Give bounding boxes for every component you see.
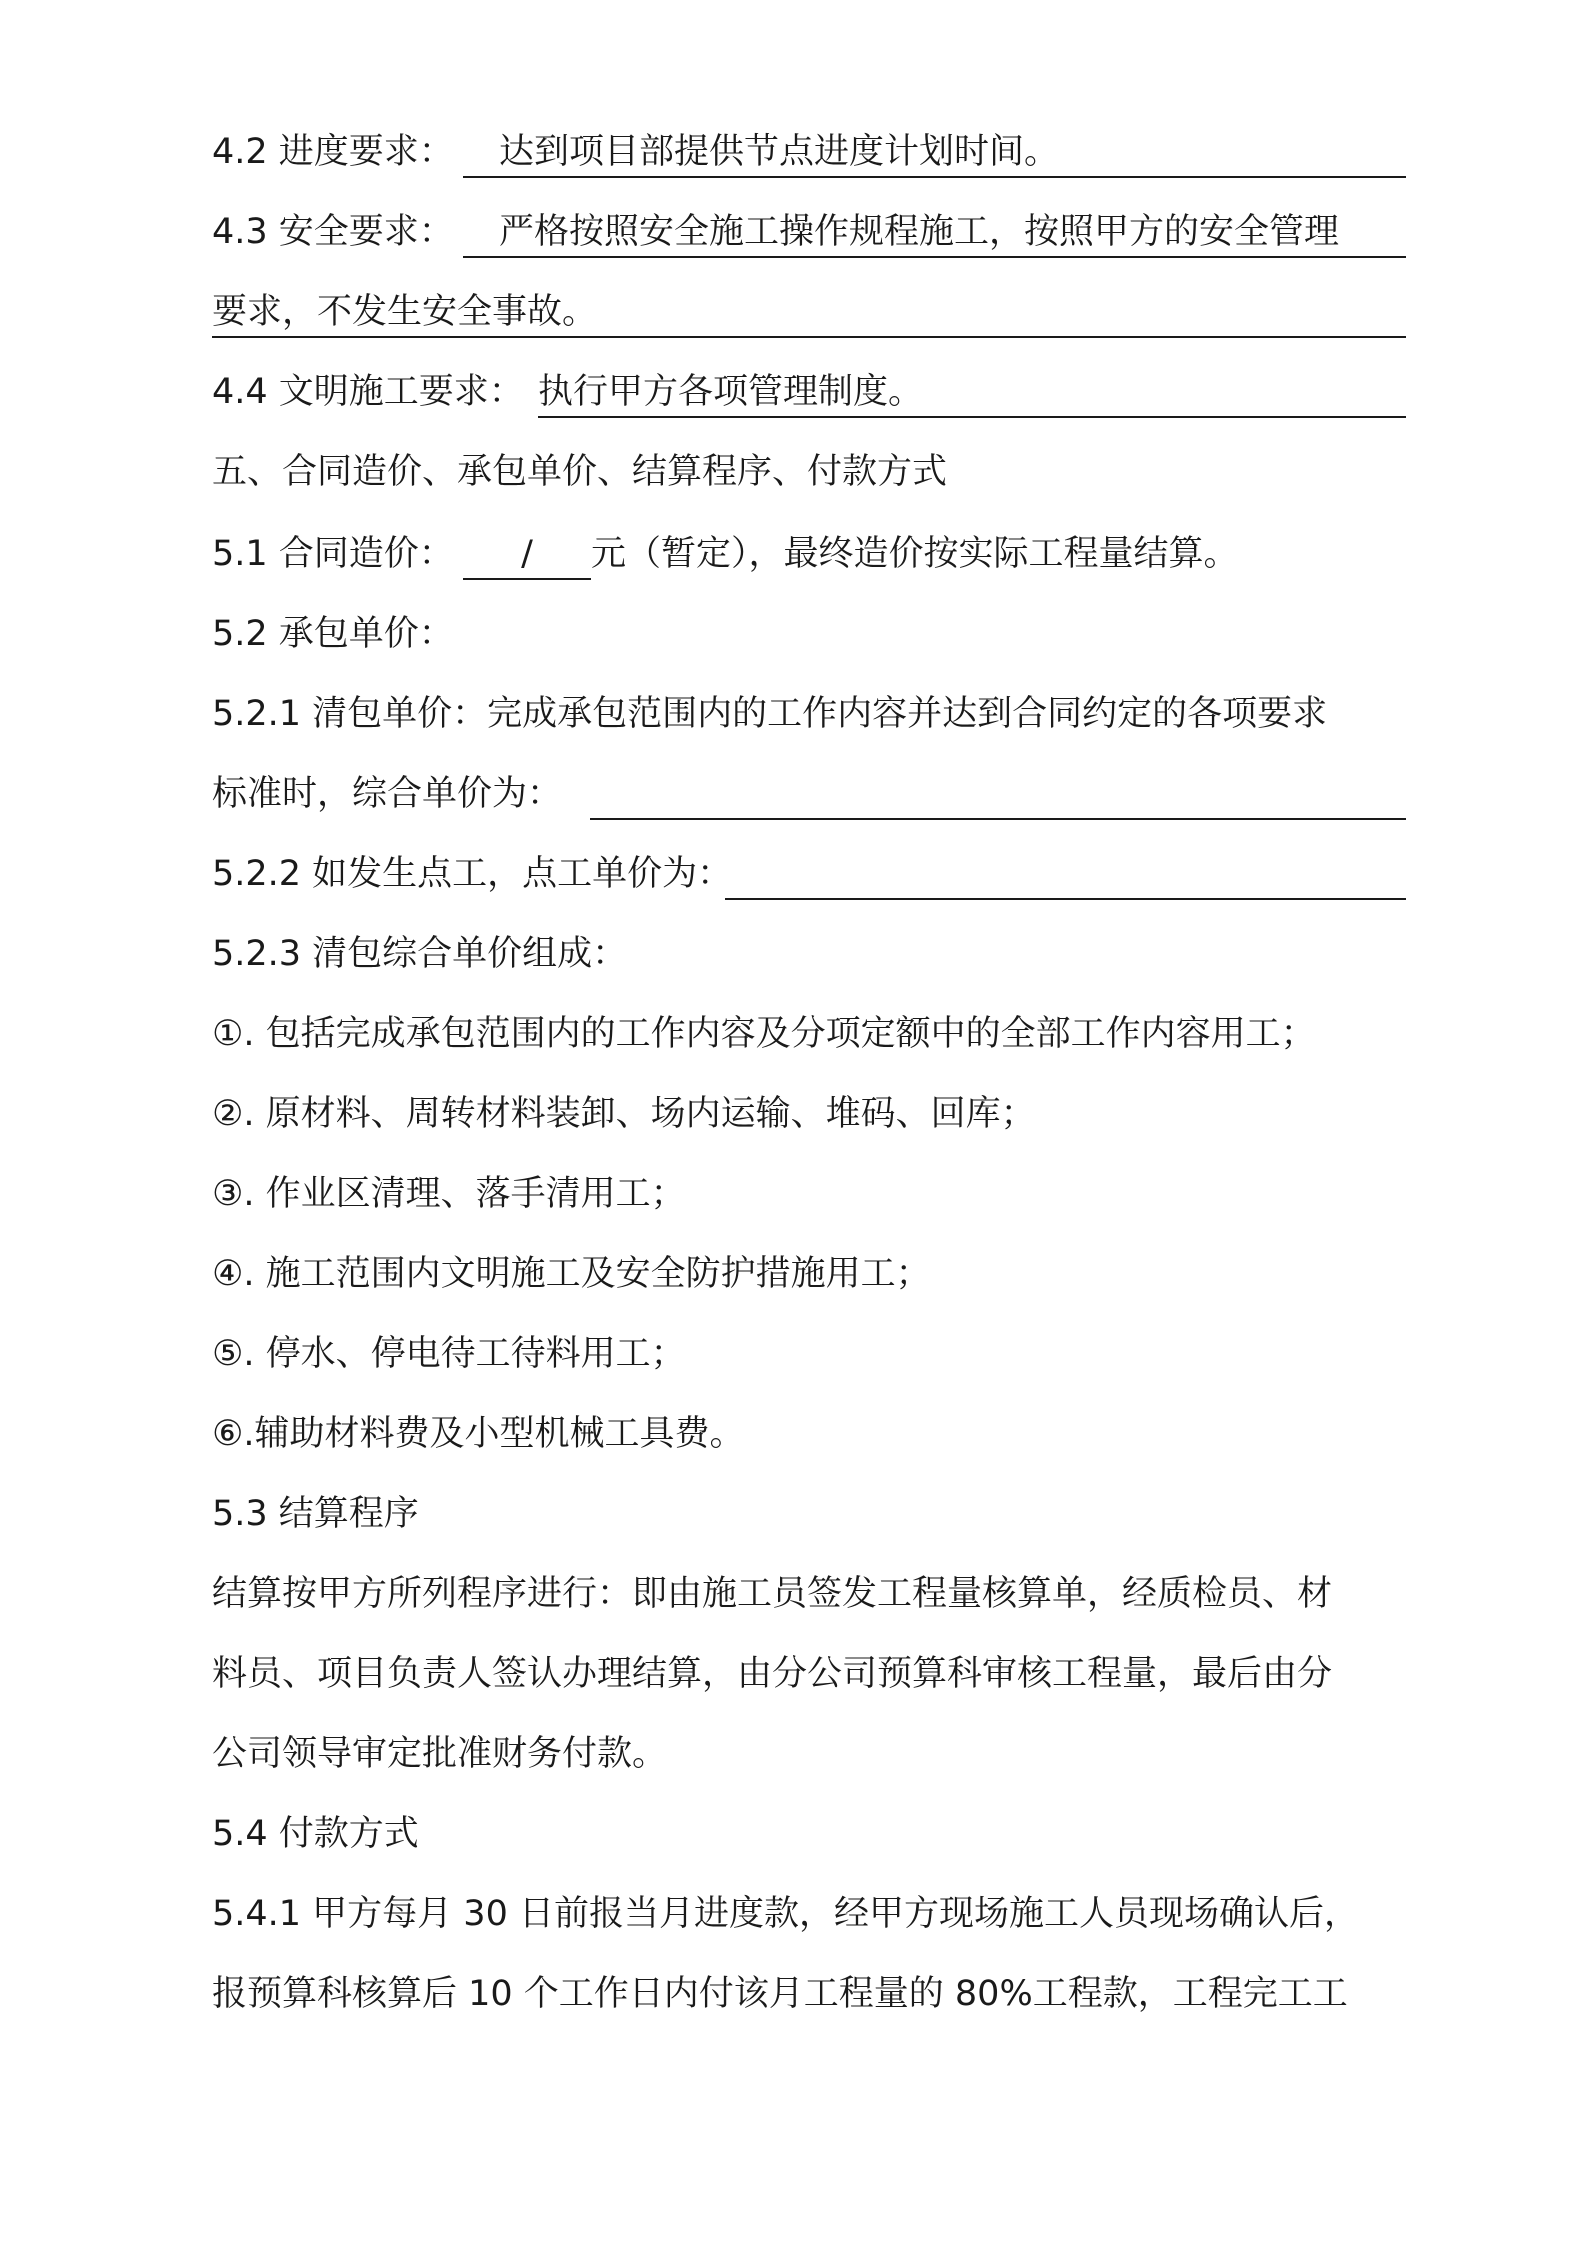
s5-2-heading: 5.2 承包单价： xyxy=(212,614,454,654)
s4-4-value: 执行甲方各项管理制度。 xyxy=(538,368,1406,418)
list-item: ④. 施工范围内文明施工及安全防护措施用工； xyxy=(212,1254,931,1294)
s4-3-value xyxy=(463,208,1406,258)
s5-1-value: / xyxy=(463,530,591,580)
s4-4-label: 4.4 文明施工要求： xyxy=(212,372,524,412)
s5-4-1-paragraph-line: 5.4.1 甲方每月 30 日前报当月进度款，经甲方现场施工人员现场确认后， xyxy=(212,1894,1359,1934)
list-item: ⑤. 停水、停电待工待料用工； xyxy=(212,1334,686,1374)
list-item: ③. 作业区清理、落手清用工； xyxy=(212,1174,686,1214)
s5-1-label: 5.1 合同造价： xyxy=(212,534,454,574)
s4-3-continuation: 要求，不发生安全事故。 xyxy=(212,288,1406,338)
s4-2-value xyxy=(463,128,1406,178)
s5-3-paragraph-line: 公司领导审定批准财务付款。 xyxy=(212,1734,668,1774)
s4-2-value-text: 达到项目部提供节点进度计划时间。 xyxy=(499,132,1060,172)
s5-2-2-label: 5.2.2 如发生点工，点工单价为： xyxy=(212,854,733,894)
s5-3-paragraph-line: 料员、项目负责人签认办理结算，由分公司预算科审核工程量，最后由分 xyxy=(212,1654,1333,1694)
s5-2-2-blank xyxy=(725,850,1406,900)
s5-2-3-heading: 5.2.3 清包综合单价组成： xyxy=(212,934,628,974)
list-item: ⑥.辅助材料费及小型机械工具费。 xyxy=(212,1414,745,1454)
section-5-heading: 五、合同造价、承包单价、结算程序、付款方式 xyxy=(212,452,948,492)
s5-1-suffix: 元（暂定），最终造价按实际工程量结算。 xyxy=(591,534,1239,574)
list-item: ②. 原材料、周转材料装卸、场内运输、堆码、回库； xyxy=(212,1094,1036,1134)
s5-2-1-blank xyxy=(590,770,1406,820)
s5-3-paragraph-line: 结算按甲方所列程序进行：即由施工员签发工程量核算单，经质检员、材 xyxy=(212,1574,1333,1614)
s4-3-value-text: 严格按照安全施工操作规程施工，按照甲方的安全管理 xyxy=(499,212,1340,252)
s5-3-heading: 5.3 结算程序 xyxy=(212,1494,419,1534)
s4-3-label: 4.3 安全要求： xyxy=(212,212,454,252)
s5-2-1-line1: 5.2.1 清包单价：完成承包范围内的工作内容并达到合同约定的各项要求 xyxy=(212,694,1328,734)
s4-2-label: 4.2 进度要求： xyxy=(212,132,454,172)
s5-4-heading: 5.4 付款方式 xyxy=(212,1814,419,1854)
s5-4-1-paragraph-line: 报预算科核算后 10 个工作日内付该月工程量的 80%工程款，工程完工工 xyxy=(212,1974,1348,2014)
s5-2-1-line2: 标准时，综合单价为： xyxy=(212,774,563,814)
list-item: ①. 包括完成承包范围内的工作内容及分项定额中的全部工作内容用工； xyxy=(212,1014,1316,1054)
